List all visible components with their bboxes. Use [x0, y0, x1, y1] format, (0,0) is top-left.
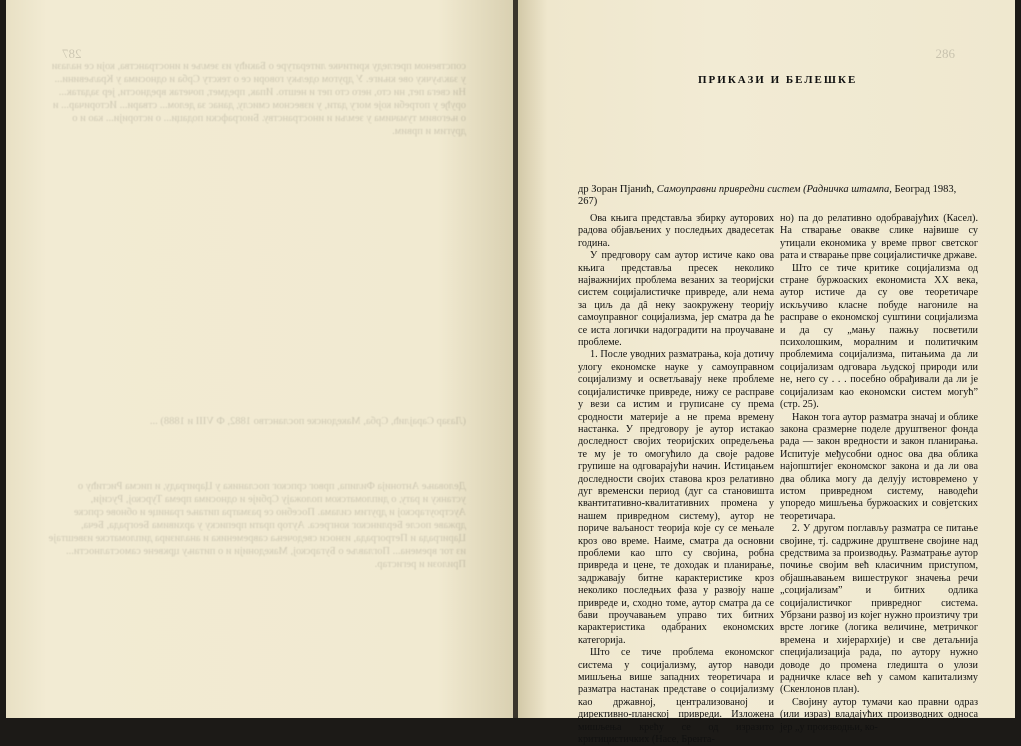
left-page-number: 287: [62, 46, 82, 61]
review-column-right: [780, 213, 978, 734]
bleed-through-text-bottom: Деловање Антонија Филипа, првог српског посланика у Цариграду, и писма Ристићу о устанку и рату, о дипломатском положају Србије и односима према Турској, Русији, Аустроугарској и другим силама. Посебно се разматра питање границе и обнове српске државе после Берлинског конгреса. Аутор прати преписку у архивима Београда, Беча, Цариграда и Петрограда, износи сведочења савременика и анализира дипломатске извештаје из тог времена... Поглавље о Бугарској, Македонији и о питању црквене самосталности... Прилози и регистар.: [48, 481, 466, 570]
paragraph: Што се тиче критике социјализма од стране буржоаских економиста XX века, аутор истиче да су ове теоретичаре искључиво класне побуде нагониле на расправе о економској суштини социјализма и да су „мању пажњу посветили психолошким, моралним и политичким проблемима социјализма, питањима да ли социјализам одговара људској природи или не, него су . . . посебно обрађивали да ли је социјализам као економски систем могућ” (стр. 25).: [780, 262, 978, 411]
bleed-through-text-middle: (Лазар Сарајлић, Срба, Македонске посланство 1882, Ф VIII и 1888) ...: [149, 416, 466, 427]
paragraph: Својину аутор тумачи као правни одраз (или израз) владајућих производних односа јер „у производњи, ко-: [780, 696, 978, 733]
right-page: [518, 0, 1015, 746]
section-header: ПРИКАЗИ И БЕЛЕШКЕ: [698, 74, 858, 86]
review-column-left: [578, 213, 774, 746]
paragraph: Након тога аутор разматра значај и облике закона сразмерне поделе друштвеног фонда рада — закон вредности и закон планирања. Испитује међусобни однос ова два облика најопштијег економског закона и да ли ова два облика могу да делују истовремено у истом привредном систему, наводећи упоредо мишљења буржоаских и совјетских теоретичара.: [780, 411, 978, 522]
right-page-number: 286: [935, 46, 955, 61]
citation-publisher: (Радничка штампа,: [803, 184, 892, 195]
paragraph: 2. У другом поглављу разматра се питање својине, тј. садржине друштвене својине над средствима за производњу. Разматрање аутор почиње својим већ класичним приступом, објашњавањем вишеструког значења речи „социјализам” и битних одлика социјалистичког привредног система. Убрзани развој из којег нужно произтичу три врсте логике (логика величине, метричког времена и хијерархије) и све детаљнија специјализација рада, по аутору нужно доводе до промена гледишта о улози радничке класе већ у самом капитализму (Скенлонов план).: [780, 523, 978, 696]
paragraph: У предговору сам аутор истиче како ова књига представља пресек неколико најважнијих проблема везаних за теоријски систем социјалистичке привреде, али нема за циљ да дâ неку заокружену теорију самоуправног социјализма, јер сматра да ће се иста логички надоградити на проучаване проблеме.: [578, 250, 774, 349]
paragraph: Ова књига представља збирку ауторових радова објављених у последњих двадесетак година.: [578, 213, 774, 249]
paragraph: Што се тиче проблема економског система у социјализму, аутор наводи мишљења више западних теоретичара и разматра настанак представе о социјализму као државној, централизованој и директивно-планској привреди. Изложена мишљења крећу се од изразито критицистичких (Насе, Брента-: [578, 647, 774, 746]
paragraph: 1. После уводних разматрања, која дотичу улогу економске науке у самоуправном социјализму и осветљавају неке проблеме социјалистичке привреде, нижу се расправе у вези са истим и груписане су према сродности материје а не према времену настанка. У предговору је аутор истакао доследност својих теоријских опредељења те му је то омогућило да своје радове групише на одговарајући начин. Истицањем доследности својих ставова кроз релативно дуг временски период (дуг са становишта квантитативно-квалитативних промена у нашем привредном систему), аутор не пориче ваљаност теорија које су се мењале кроз ово време. Наиме, сматра да основни проблеми као што су својина, робна привреда и цене, те доходак и планирање, задржавају битне карактеристике кроз неколико последњих фаза у развоју наше привреде и, сходно томе, аутор сматра да се бави проучавањем управо тих битних карактеристика одабраних економских категорија.: [578, 349, 774, 646]
bleed-through-text-top: сопственом прегледу критичке литературе о Бакићу из земље и иностранства, који се налази у закључку ове књиге. У другом одељку говори се о тексту Срба и односима у Краљевини... Ни свега пет, ни сто, него сто пет и нешто. Ипак, предмет, почетак вредности, јер задатак... оруђе у потреби које могу дати, у извесном смислу, данас за делом... ствари... Историчар... и о његовим тумачима у земљи и иностранству. Биографски подаци... о историји... као и о другим и првим.: [51, 61, 466, 137]
paragraph: но) па до релативно одобравајућих (Касел). На стварање овакве слике највише су утицали економика у време првог светског рата и стварање прве социјалистичке државе.: [780, 213, 978, 262]
citation-title: Самоуправни привредни систем: [656, 184, 801, 195]
book-citation: [578, 184, 978, 208]
left-page: [6, 0, 514, 718]
citation-author: др Зоран Пјанић,: [578, 184, 655, 195]
citation-rest: Београд 1983, 267): [578, 184, 957, 207]
